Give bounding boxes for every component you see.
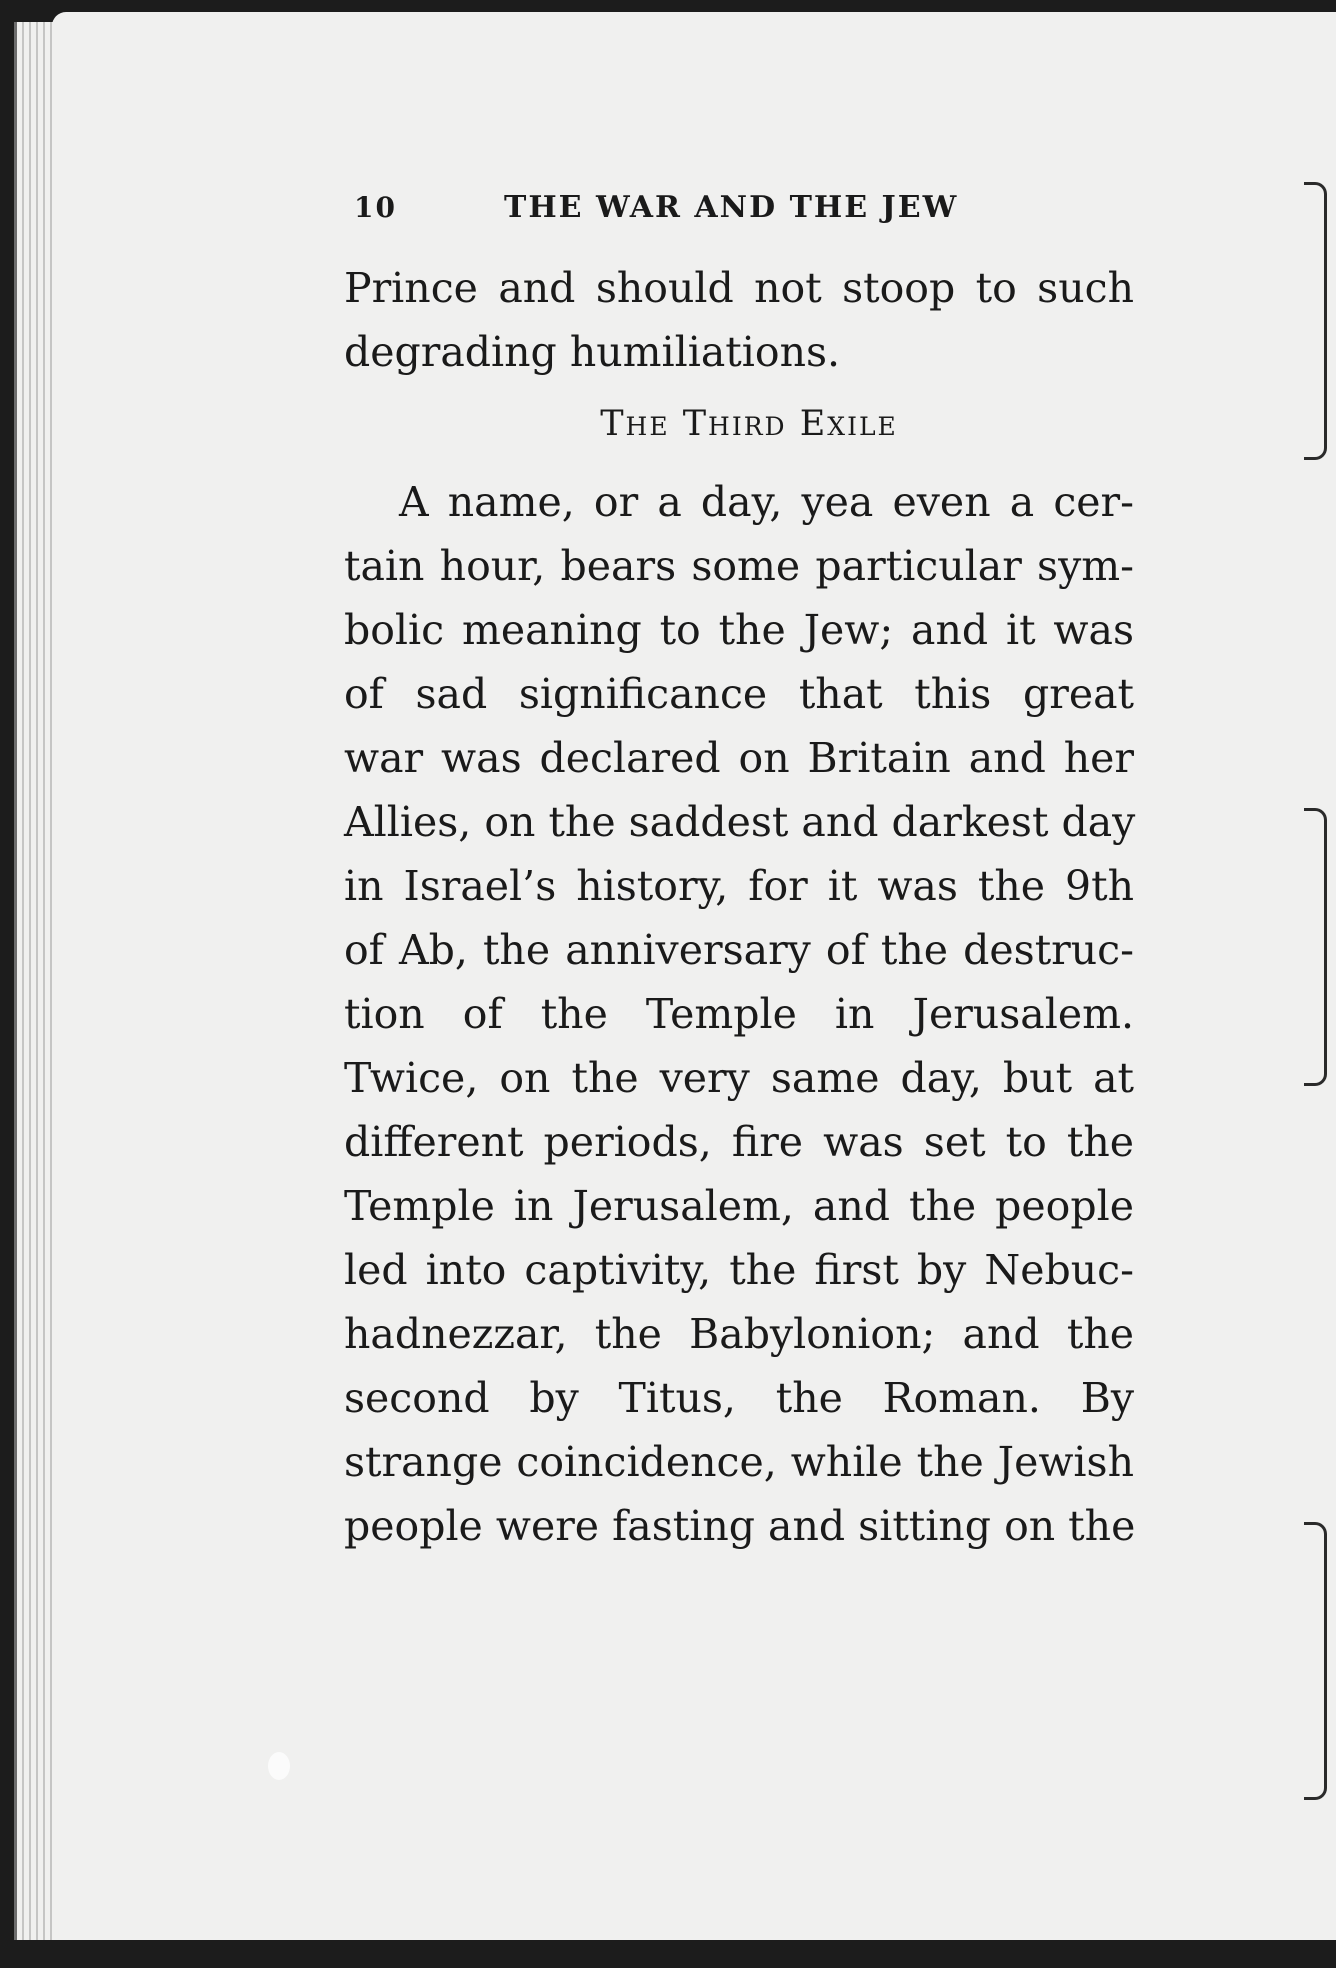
running-title: THE WAR AND THE JEW [504,190,959,225]
scan-bottom-border [14,1940,1336,1968]
text-line: Twice, on the very same day, but at [344,1054,1134,1102]
text-line: tion of the Temple in Jerusalem. [344,990,1134,1038]
text-line: A name, or a day, yea even a cer- [399,478,1134,526]
text-line: degrading humiliations. [344,328,841,376]
text-line: of sad significance that this great [344,670,1134,718]
text-line: Allies, on the saddest and darkest day [344,798,1136,846]
page-number: 10 [354,191,397,224]
text-line: of Ab, the anniversary of the destruc- [344,926,1134,974]
text-line: in Israel’s history, for it was the 9th [344,862,1134,910]
binding-clip-middle [1304,808,1327,1086]
text-line: bolic meaning to the Jew; and it was [344,606,1134,654]
text-line: hadnezzar, the Babylonion; and the [344,1310,1134,1358]
text-line: people were fasting and sitting on the [344,1502,1136,1550]
page-text [344,190,1134,1558]
text-line: Prince and should not stoop to such [344,264,1134,312]
text-line: strange coincidence, while the Jewish [344,1438,1134,1486]
text-line: second by Titus, the Roman. By [344,1374,1134,1422]
text-line: tain hour, bears some particular sym- [344,542,1134,590]
running-head [344,190,1134,240]
text-line: war was declared on Britain and her [344,734,1134,782]
section-heading: The Third Exile [600,404,898,444]
binding-clip-bottom [1304,1522,1327,1800]
paper-blemish [268,1752,290,1780]
text-line: different periods, fire was set to the [344,1118,1134,1166]
text-line: Temple in Jerusalem, and the people [344,1182,1134,1230]
scan-top-border [0,0,1336,12]
text-line: led into captivity, the first by Nebuc- [344,1246,1134,1294]
binding-clip-top [1304,182,1327,460]
